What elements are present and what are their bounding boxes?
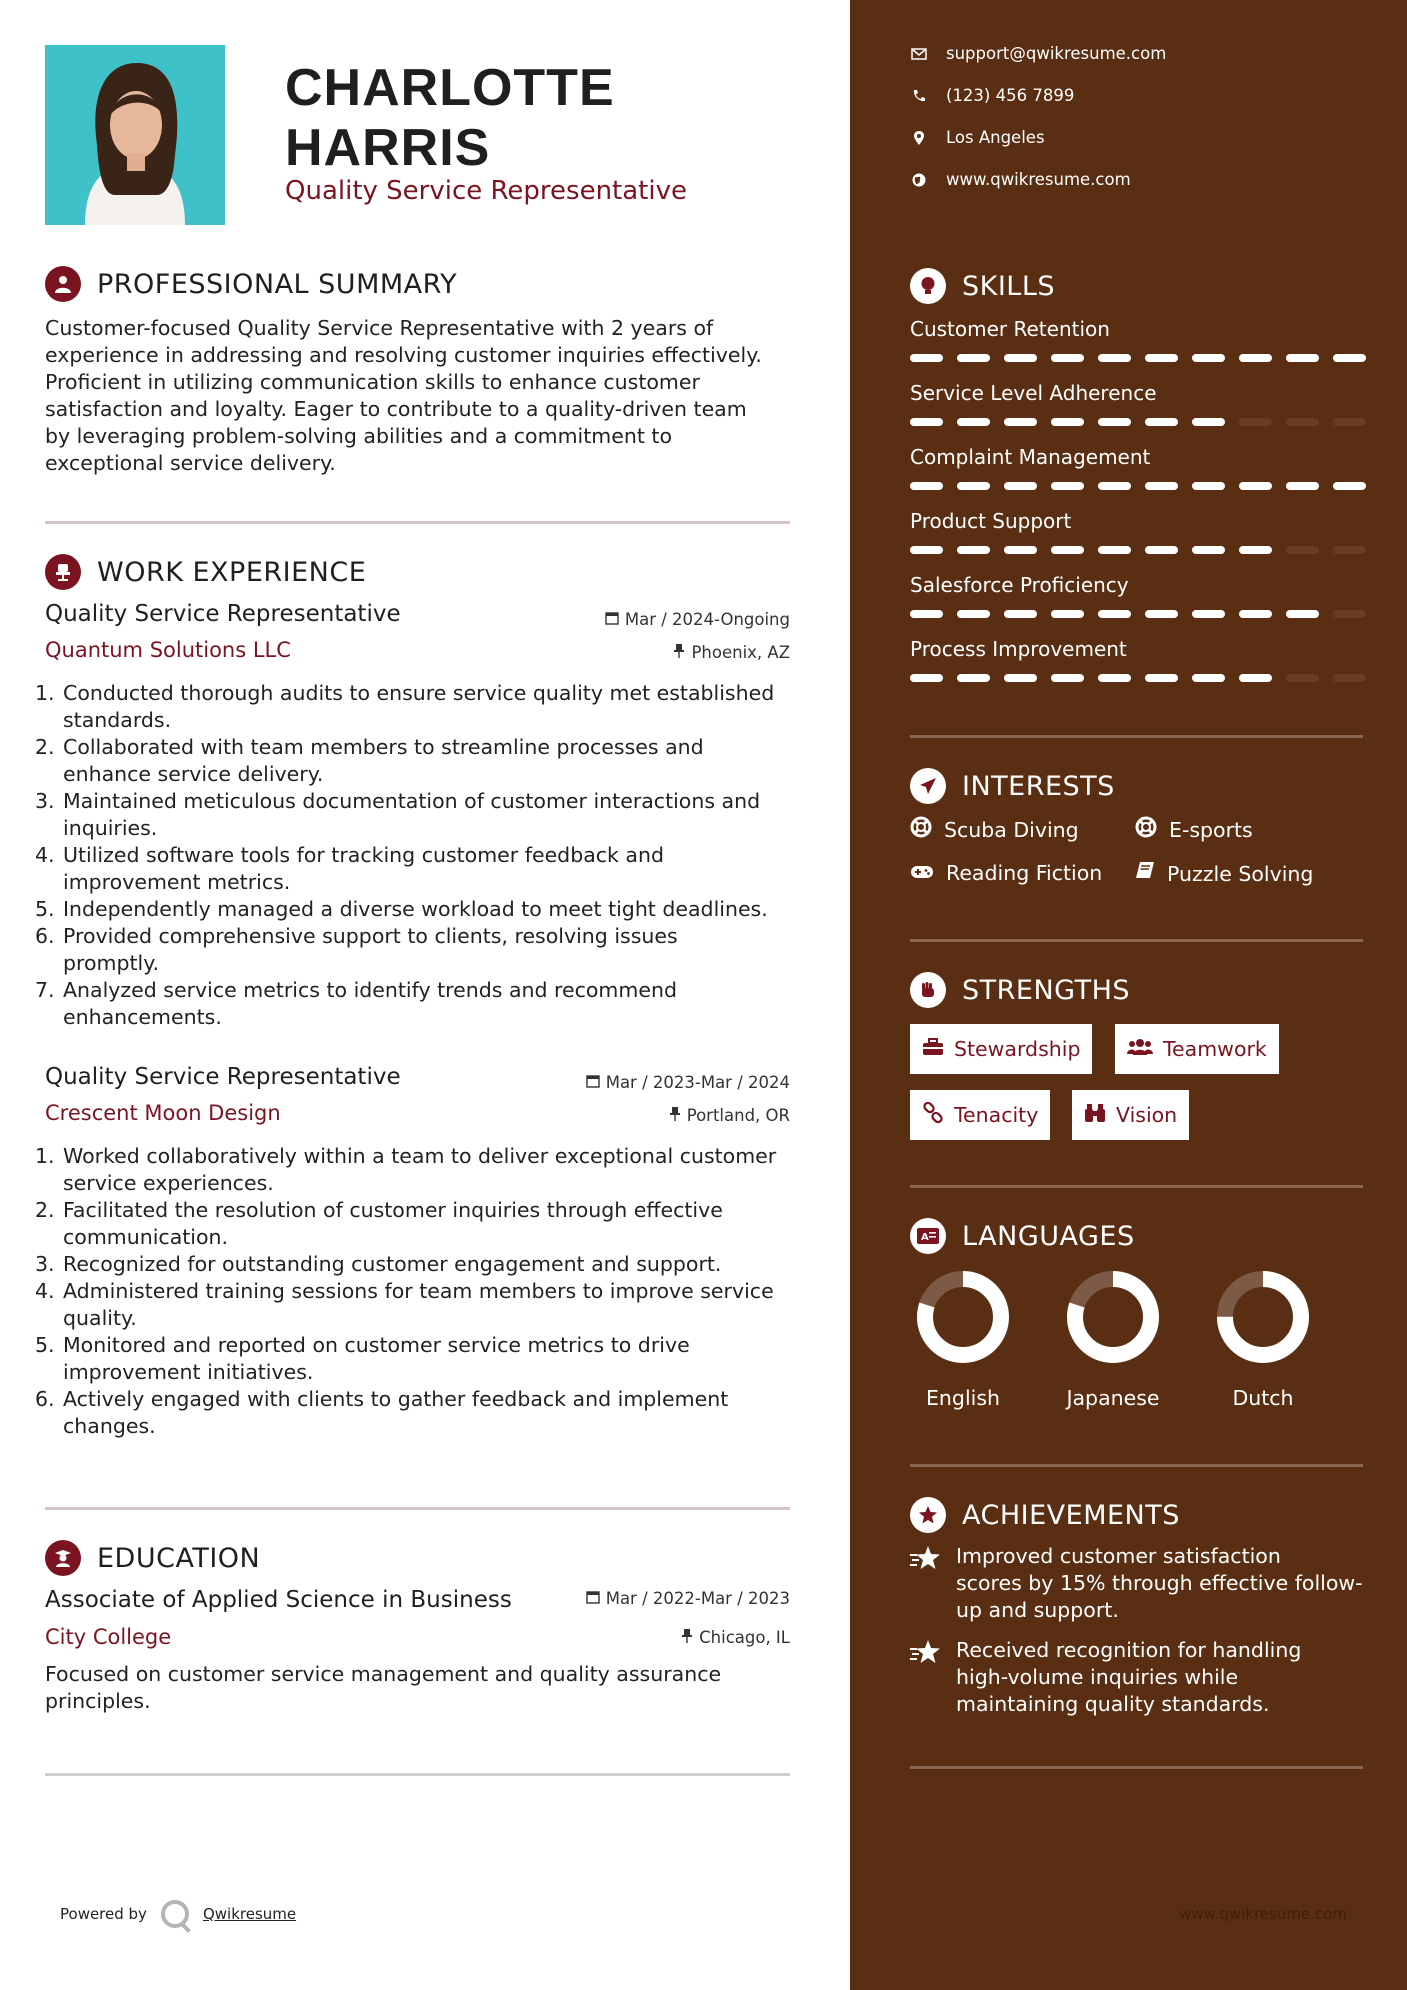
- job-1-date-text: Mar / 2024-Ongoing: [624, 610, 790, 629]
- skill-level-bar: [910, 482, 1366, 490]
- website-text: www.qwikresume.com: [946, 170, 1131, 189]
- strength-chip: [1072, 1090, 1189, 1140]
- skill-segment-empty: [1286, 546, 1319, 554]
- skill-segment-filled: [957, 610, 990, 618]
- skill-name: Salesforce Proficiency: [910, 573, 1129, 597]
- skill-segment-filled: [1004, 610, 1037, 618]
- education-location-text: Chicago, IL: [699, 1628, 790, 1647]
- language-label: Dutch: [1232, 1386, 1294, 1410]
- skill-segment-filled: [957, 546, 990, 554]
- skill-level-bar: [910, 354, 1366, 362]
- item-line: Utilized software tools for tracking customer feedback and: [63, 843, 664, 867]
- list-item: [35, 1143, 805, 1197]
- skill-segment-filled: [910, 418, 943, 426]
- pin-icon: [681, 1628, 693, 1647]
- skill-segment-filled: [1192, 354, 1225, 362]
- strength-label: Teamwork: [1163, 1037, 1267, 1061]
- skill-segment-filled: [1192, 674, 1225, 682]
- skill-segment-filled: [1098, 482, 1131, 490]
- skill-segment-filled: [1145, 354, 1178, 362]
- experience-header: [45, 554, 366, 590]
- skill-name: Service Level Adherence: [910, 381, 1157, 405]
- translate-icon: [910, 1218, 946, 1254]
- skills-header: [910, 268, 1055, 304]
- education-date: [586, 1589, 790, 1608]
- job-1-title: Quality Service Representative: [45, 601, 401, 627]
- star-icon: [910, 1637, 956, 1718]
- pin-icon: [673, 643, 685, 662]
- users-icon: [1127, 1037, 1153, 1061]
- skill-segment-filled: [1145, 674, 1178, 682]
- skill-segment-filled: [1051, 418, 1084, 426]
- summary-line: exceptional service delivery.: [45, 451, 336, 475]
- interest-label: Reading Fiction: [946, 861, 1103, 885]
- skill-segment-filled: [1051, 354, 1084, 362]
- list-item: [35, 1251, 805, 1278]
- candidate-name: [285, 58, 615, 178]
- svg-text:A: A: [921, 1232, 929, 1243]
- user-icon: [45, 266, 81, 302]
- skill-segment-filled: [910, 354, 943, 362]
- interest-label: Scuba Diving: [944, 817, 1079, 842]
- interest-item: [1135, 861, 1313, 886]
- skill-segment-filled: [1239, 354, 1272, 362]
- skill-segment-filled: [1004, 674, 1037, 682]
- item-line: communication.: [63, 1225, 229, 1249]
- description-line: Focused on customer service management and quality assurance: [45, 1662, 722, 1686]
- lifebuoy-icon: [910, 816, 932, 843]
- skill-level-bar: [910, 610, 1366, 618]
- list-item: [35, 1386, 805, 1440]
- language-item: [903, 1270, 1023, 1410]
- item-line: standards.: [63, 708, 172, 732]
- name-last: HARRIS: [285, 119, 491, 177]
- section-divider: [45, 521, 790, 524]
- skill-name: Customer Retention: [910, 317, 1110, 341]
- item-line: enhancements.: [63, 1005, 222, 1029]
- skill-segment-filled: [1333, 482, 1366, 490]
- item-line: Actively engaged with clients to gather feedback and implement: [63, 1387, 729, 1411]
- skill-segment-filled: [1004, 482, 1037, 490]
- achievement-text: [956, 1637, 1301, 1718]
- gamepad-icon: [910, 861, 934, 885]
- skill-segment-filled: [1098, 418, 1131, 426]
- contact-email[interactable]: [910, 44, 1166, 63]
- skill-segment-empty: [1286, 418, 1319, 426]
- achievement-line: scores by 15% through effective follow-: [956, 1571, 1363, 1595]
- list-item: [35, 842, 805, 896]
- job-1-location: [673, 643, 790, 662]
- item-number: 1.: [35, 681, 55, 705]
- education-description: [45, 1661, 795, 1715]
- skill-segment-filled: [1192, 546, 1225, 554]
- item-line: improvement metrics.: [63, 870, 291, 894]
- summary-line: experience in addressing and resolving customer inquiries effectively.: [45, 343, 762, 367]
- list-item: [35, 788, 805, 842]
- skill-segment-filled: [1145, 610, 1178, 618]
- section-divider: [910, 1464, 1363, 1467]
- footer-watermark: www.qwikresume.com: [1179, 1905, 1347, 1923]
- job-2-duties: [35, 1143, 805, 1440]
- job-1-duties: [35, 680, 805, 1031]
- skill-segment-filled: [910, 546, 943, 554]
- skill-name: Product Support: [910, 509, 1072, 533]
- job-title-headline: Quality Service Representative: [285, 176, 687, 206]
- summary-line: satisfaction and loyalty. Eager to contribute to a quality-driven team: [45, 397, 747, 421]
- briefcase-icon: [922, 1037, 944, 1061]
- skill-segment-filled: [1239, 674, 1272, 682]
- brand-link[interactable]: Qwikresume: [202, 1905, 297, 1923]
- interests-header: [910, 768, 1115, 804]
- interest-item: [1135, 816, 1253, 843]
- language-item: [1053, 1270, 1173, 1410]
- strengths-header: [910, 972, 1130, 1008]
- summary-line: Proficient in utilizing communication skills to enhance customer: [45, 370, 700, 394]
- item-number: 1.: [35, 1144, 55, 1168]
- skill-segment-filled: [957, 482, 990, 490]
- skill-name: Complaint Management: [910, 445, 1151, 469]
- school-name: City College: [45, 1625, 172, 1649]
- skill-segment-filled: [957, 418, 990, 426]
- item-line: Monitored and reported on customer service metrics to drive: [63, 1333, 690, 1357]
- item-line: changes.: [63, 1414, 156, 1438]
- section-divider: [910, 939, 1363, 942]
- item-number: 6.: [35, 1387, 55, 1411]
- proficiency-ring: [916, 1270, 1010, 1364]
- summary-line: by leveraging problem-solving abilities and a commitment to: [45, 424, 672, 448]
- job-2-company: Crescent Moon Design: [45, 1101, 281, 1125]
- item-line: promptly.: [63, 951, 159, 975]
- list-item: [35, 734, 805, 788]
- item-line: Conducted thorough audits to ensure service quality met established: [63, 681, 775, 705]
- achievements-heading: ACHIEVEMENTS: [962, 1499, 1180, 1531]
- strength-label: Tenacity: [954, 1103, 1039, 1127]
- interest-label: E-sports: [1169, 817, 1253, 842]
- skill-segment-filled: [1145, 482, 1178, 490]
- achievements-header: [910, 1497, 1180, 1533]
- summary-header: [45, 266, 457, 302]
- chair-icon: [45, 554, 81, 590]
- education-heading: EDUCATION: [97, 1542, 261, 1574]
- list-item: [35, 1278, 805, 1332]
- skill-segment-filled: [957, 354, 990, 362]
- languages-header: [910, 1218, 1135, 1254]
- skill-segment-filled: [910, 482, 943, 490]
- star-icon: [910, 1543, 956, 1624]
- location-text: Los Angeles: [946, 128, 1045, 147]
- skill-segment-filled: [957, 674, 990, 682]
- skill-segment-filled: [1051, 674, 1084, 682]
- description-line: principles.: [45, 1689, 151, 1713]
- list-item: [35, 1332, 805, 1386]
- proficiency-ring: [1066, 1270, 1160, 1364]
- skill-segment-filled: [1239, 610, 1272, 618]
- achievement-line: up and support.: [956, 1598, 1119, 1622]
- job-1-company: Quantum Solutions LLC: [45, 638, 291, 662]
- item-line: Independently managed a diverse workload to meet tight deadlines.: [63, 897, 768, 921]
- section-divider: [45, 1507, 790, 1510]
- item-number: 5.: [35, 897, 55, 921]
- item-number: 2.: [35, 735, 55, 759]
- education-header: [45, 1540, 260, 1576]
- skill-segment-filled: [1051, 482, 1084, 490]
- item-number: 2.: [35, 1198, 55, 1222]
- skill-segment-filled: [1004, 418, 1037, 426]
- achievement-text: [956, 1543, 1363, 1624]
- education-location: [681, 1628, 790, 1647]
- skill-segment-filled: [1098, 674, 1131, 682]
- job-2-location: [669, 1106, 790, 1125]
- skill-segment-filled: [1004, 354, 1037, 362]
- paper-plane-icon: [910, 768, 946, 804]
- item-line: Recognized for outstanding customer engagement and support.: [63, 1252, 722, 1276]
- section-divider: [910, 735, 1363, 738]
- skill-level-bar: [910, 546, 1366, 554]
- binoculars-icon: [1084, 1103, 1106, 1128]
- item-number: 4.: [35, 1279, 55, 1303]
- list-item: [35, 1197, 805, 1251]
- calendar-icon: [605, 610, 619, 629]
- achievement-item: [910, 1543, 1370, 1624]
- skill-segment-filled: [1098, 354, 1131, 362]
- skill-segment-empty: [1333, 418, 1366, 426]
- job-2-title: Quality Service Representative: [45, 1064, 401, 1090]
- language-item: [1203, 1270, 1323, 1410]
- item-number: 6.: [35, 924, 55, 948]
- item-line: Analyzed service metrics to identify trends and recommend: [63, 978, 677, 1002]
- profile-photo: [45, 45, 225, 225]
- summary-heading: PROFESSIONAL SUMMARY: [97, 268, 458, 300]
- skill-segment-filled: [1192, 610, 1225, 618]
- globe-icon: [910, 173, 928, 187]
- list-item: [35, 896, 805, 923]
- envelope-icon: [910, 48, 928, 60]
- name-first: CHARLOTTE: [285, 59, 615, 117]
- interest-item: [910, 816, 1079, 843]
- skill-segment-empty: [1286, 674, 1319, 682]
- item-line: Administered training sessions for team members to improve service: [63, 1279, 774, 1303]
- achievement-line: high-volume inquiries while: [956, 1665, 1239, 1689]
- item-number: 4.: [35, 843, 55, 867]
- job-1-date: [605, 610, 790, 629]
- achievement-item: [910, 1637, 1370, 1718]
- phone-icon: [910, 89, 928, 103]
- skill-segment-filled: [1192, 418, 1225, 426]
- item-number: 3.: [35, 789, 55, 813]
- item-number: 3.: [35, 1252, 55, 1276]
- section-divider: [910, 1185, 1363, 1188]
- language-label: English: [925, 1386, 1001, 1410]
- skill-level-bar: [910, 418, 1366, 426]
- strength-label: Vision: [1116, 1103, 1178, 1127]
- calendar-icon: [586, 1589, 600, 1608]
- skill-segment-filled: [1098, 610, 1131, 618]
- skill-segment-filled: [1051, 610, 1084, 618]
- skill-segment-filled: [1145, 546, 1178, 554]
- skill-segment-filled: [910, 674, 943, 682]
- item-line: inquiries.: [63, 816, 158, 840]
- interest-item: [910, 861, 1102, 885]
- link-icon: [922, 1102, 944, 1129]
- contact-phone[interactable]: [910, 86, 1074, 105]
- summary-line: Customer-focused Quality Service Representative with 2 years of: [45, 316, 714, 340]
- degree-title: Associate of Applied Science in Business: [45, 1587, 512, 1613]
- education-date-text: Mar / 2022-Mar / 2023: [605, 1589, 790, 1608]
- star-badge-icon: [910, 1497, 946, 1533]
- section-divider: [45, 1773, 790, 1776]
- interests-heading: INTERESTS: [962, 770, 1115, 802]
- lifebuoy-icon: [1135, 816, 1157, 843]
- skill-segment-filled: [1098, 546, 1131, 554]
- experience-heading: WORK EXPERIENCE: [97, 556, 367, 588]
- qwikresume-logo-icon: [161, 1900, 189, 1928]
- strength-label: Stewardship: [954, 1037, 1081, 1061]
- item-number: 7.: [35, 978, 55, 1002]
- achievement-line: Received recognition for handling: [956, 1638, 1302, 1662]
- graduate-icon: [45, 1540, 81, 1576]
- strength-chip: [910, 1090, 1050, 1140]
- list-item: [35, 923, 805, 977]
- book-icon: [1135, 861, 1155, 886]
- email-text: support@qwikresume.com: [946, 44, 1167, 63]
- phone-text: (123) 456 7899: [946, 86, 1075, 105]
- skill-level-bar: [910, 674, 1366, 682]
- skill-segment-filled: [1192, 482, 1225, 490]
- pin-icon: [669, 1106, 681, 1125]
- item-line: Provided comprehensive support to clients, resolving issues: [63, 924, 678, 948]
- job-1-location-text: Phoenix, AZ: [691, 643, 790, 662]
- skill-segment-filled: [1051, 546, 1084, 554]
- lightbulb-icon: [910, 268, 946, 304]
- item-line: enhance service delivery.: [63, 762, 324, 786]
- calendar-icon: [586, 1073, 600, 1092]
- achievement-line: maintaining quality standards.: [956, 1692, 1270, 1716]
- job-2-location-text: Portland, OR: [686, 1106, 790, 1125]
- summary-text: [45, 315, 795, 477]
- achievement-line: Improved customer satisfaction: [956, 1544, 1281, 1568]
- skill-segment-filled: [1333, 354, 1366, 362]
- item-line: Collaborated with team members to streamline processes and: [63, 735, 704, 759]
- item-number: 5.: [35, 1333, 55, 1357]
- contact-website[interactable]: [910, 170, 1131, 189]
- item-line: improvement initiatives.: [63, 1360, 314, 1384]
- skill-segment-filled: [1145, 418, 1178, 426]
- item-line: Maintained meticulous documentation of customer interactions and: [63, 789, 761, 813]
- item-line: Facilitated the resolution of customer inquiries through effective: [63, 1198, 723, 1222]
- language-label: Japanese: [1066, 1386, 1160, 1410]
- skill-segment-filled: [1004, 546, 1037, 554]
- skill-segment-empty: [1239, 418, 1272, 426]
- skill-segment-filled: [1286, 354, 1319, 362]
- job-2-date: [586, 1073, 790, 1092]
- job-2-date-text: Mar / 2023-Mar / 2024: [605, 1073, 790, 1092]
- skills-heading: SKILLS: [962, 270, 1056, 302]
- item-line: quality.: [63, 1306, 137, 1330]
- powered-by-label: Powered by: [60, 1905, 147, 1923]
- list-item: [35, 977, 805, 1031]
- fist-icon: [910, 972, 946, 1008]
- item-line: Worked collaboratively within a team to deliver exceptional customer: [63, 1144, 777, 1168]
- skill-segment-filled: [1286, 482, 1319, 490]
- skill-segment-empty: [1333, 674, 1366, 682]
- item-line: service experiences.: [63, 1171, 274, 1195]
- powered-by: [60, 1900, 296, 1928]
- contact-location: [910, 128, 1045, 147]
- skill-segment-filled: [1239, 546, 1272, 554]
- proficiency-ring: [1216, 1270, 1310, 1364]
- strengths-heading: STRENGTHS: [962, 974, 1131, 1006]
- skill-segment-empty: [1333, 546, 1366, 554]
- strength-chip: [910, 1024, 1092, 1074]
- languages-heading: LANGUAGES: [962, 1220, 1135, 1252]
- interest-label: Puzzle Solving: [1167, 861, 1314, 886]
- skill-segment-filled: [1239, 482, 1272, 490]
- skill-segment-filled: [910, 610, 943, 618]
- sidebar: [850, 0, 1407, 1990]
- map-marker-icon: [910, 131, 928, 145]
- skill-name: Process Improvement: [910, 637, 1127, 661]
- strength-chip: [1115, 1024, 1279, 1074]
- list-item: [35, 680, 805, 734]
- skill-segment-empty: [1333, 610, 1366, 618]
- skill-segment-filled: [1286, 610, 1319, 618]
- section-divider: [910, 1766, 1363, 1769]
